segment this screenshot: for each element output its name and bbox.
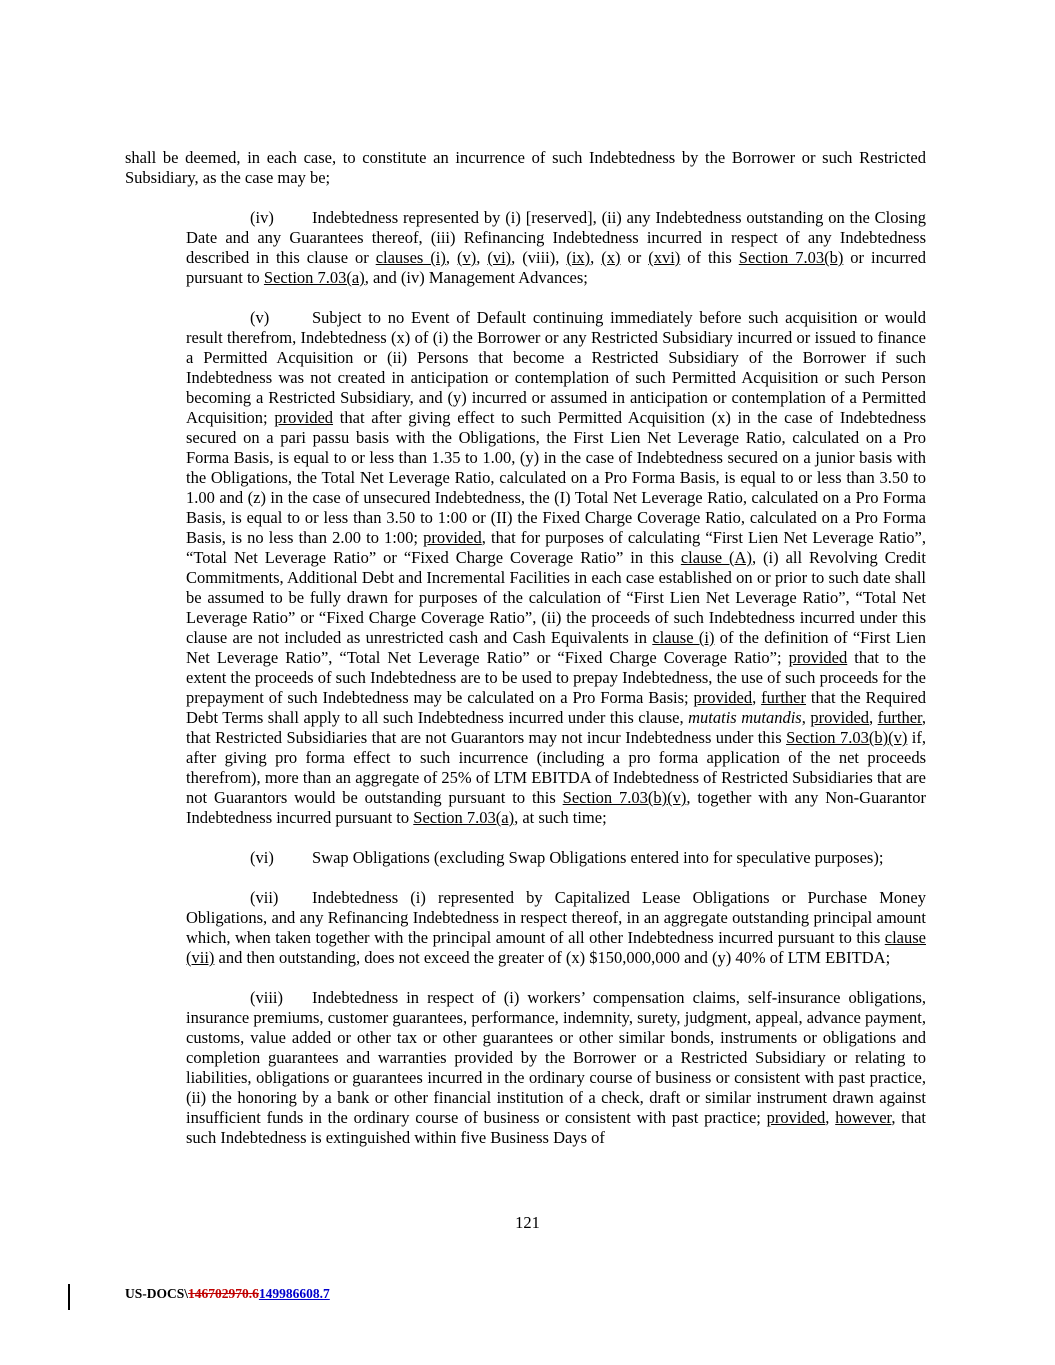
- text-run: , together with any Non-Guarantor Indebtedness incurred pursuant to: [186, 788, 926, 827]
- text-run: , and (iv) Management Advances;: [364, 268, 588, 287]
- text-run: mutatis mutandis: [688, 708, 802, 727]
- text-run: (v): [456, 248, 477, 267]
- text-run: if, after giving pro forma effect to such incurrence (including a pro forma application of the net proceeds therefrom), more than an aggregate of 25% of LTM EBITDA of Indebtedness of Restricted Subsidiaries that are not Guarantors would be outstanding pursuant to this: [186, 728, 926, 807]
- text-run: that the Required Debt Terms shall apply to all such Indebtedness incurred under this clause,: [186, 688, 927, 727]
- text-run: clause (vii): [186, 928, 926, 967]
- paragraph-label: (v): [250, 308, 270, 327]
- text-run: Section 7.03(b): [738, 248, 844, 267]
- paragraph: [186, 848, 926, 868]
- text-run: Section 7.03(a): [413, 808, 515, 827]
- paragraph-label: (viii): [250, 988, 283, 1007]
- text-run: provided: [693, 688, 753, 707]
- text-run: shall be deemed, in each case, to constitute an incurrence of such Indebtedness by the Borrower or such Restricted Subsidiary, as the case may be;: [125, 148, 926, 187]
- text-run: Section 7.03(b)(v): [786, 728, 908, 747]
- text-run: of this: [680, 248, 739, 267]
- text-run: Indebtedness (i) represented by Capitalized Lease Obligations or Purchase Money Obligations, and any Refinancing Indebtedness in respect thereof, in an aggregate outstanding principal amount which, when taken together with the principal amount of all other Indebtedness incurred pursuant to this: [186, 888, 926, 947]
- text-run: clauses (i): [375, 248, 446, 267]
- text-run: of the definition of “First Lien Net Leverage Ratio”, “Total Net Leverage Ratio” or “Fixed Charge Coverage Ratio”;: [186, 628, 926, 667]
- text-run: however: [835, 1108, 892, 1127]
- text-run: or: [620, 248, 649, 267]
- text-run: Subject to no Event of Default continuing immediately before such acquisition or would result therefrom, Indebtedness (x) of (i) the Borrower or any Restricted Subsidiary incurred or issued to finance a Permitted Acquisition or (ii) Persons that become a Restricted Subsidiary of the Borrower if such Indebtedness was not created in anticipation or contemplation of such Permitted Acquisition or such Person becoming a Restricted Subsidiary, and (y) incurred or assumed in anticipation or contemplation of a Permitted Acquisition;: [186, 308, 926, 427]
- text-run: (xvi): [648, 248, 681, 267]
- text-run: Section 7.03(b)(v): [562, 788, 687, 807]
- text-run: (x): [601, 248, 621, 267]
- doc-id-deleted-text: 146702970.6: [188, 1286, 259, 1301]
- text-run: (vi): [487, 248, 512, 267]
- page-number: 121: [515, 1213, 540, 1232]
- text-run: that after giving effect to such Permitted Acquisition (x) in the case of Indebtedness secured on a pari passu basis with the Obligations, the First Lien Net Leverage Ratio, calculated on a Pro Forma Basis, is equal to or less than 1.35 to 1.00, (y) in the case of Indebtedness secured on a junior basis with the Obligations, the Total Net Leverage Ratio, calculated on a Pro Forma Basis, is equal to or less than 3.50 to 1.00 and (z) in the case of unsecured Indebtedness, the (I) Total Net Leverage Ratio, calculated on a Pro Forma Basis, is equal to or less than 3.50 to 1:00 or (II) the Fixed Charge Coverage Ratio, calculated on a Pro Forma Basis, is no less than 2.00 to 1:00;: [186, 408, 926, 547]
- paragraph: [186, 308, 926, 828]
- text-run: Section 7.03(a): [263, 268, 365, 287]
- text-run: provided: [423, 528, 482, 547]
- text-run: ,: [801, 708, 811, 727]
- paragraph: [125, 148, 926, 188]
- paragraph: [186, 208, 926, 288]
- text-run: ,: [752, 688, 762, 707]
- text-run: ,: [869, 708, 878, 727]
- text-run: further: [761, 688, 807, 707]
- text-run: , that Restricted Subsidiaries that are not Guarantors may not incur Indebtedness under this: [186, 708, 927, 747]
- text-run: provided: [788, 648, 848, 667]
- text-run: , at such time;: [514, 808, 607, 827]
- text-run: provided: [810, 708, 870, 727]
- text-run: ,: [445, 248, 457, 267]
- text-run: and then outstanding, does not exceed the greater of (x) $150,000,000 and (y) 40% of LTM EBITDA;: [214, 948, 891, 967]
- paragraph-label: (vi): [250, 848, 274, 867]
- text-run: , (viii),: [511, 248, 567, 267]
- paragraph-label: (iv): [250, 208, 274, 227]
- paragraph-label: (vii): [250, 888, 279, 907]
- text-run: , (i) all Revolving Credit Commitments, Additional Debt and Incremental Facilities in each case established on or prior to such date shall be assumed to be fully drawn for purposes of the calculation of “First Lien Net Leverage Ratio”, “Total Net Leverage Ratio” or “Fixed Charge Coverage Ratio”, (ii) the proceeds of such Indebtedness incurred under this clause are not included as unrestricted cash and Cash Equivalents in: [186, 548, 926, 647]
- text-run: , that such Indebtedness is extinguished within five Business Days of: [186, 1108, 927, 1147]
- text-run: Indebtedness in respect of (i) workers’ compensation claims, self-insurance obligations, insurance premiums, customer guarantees, performance, indemnity, surety, judgment, appeal, advance payment, customs, value added or other tax or other guarantees or other similar bonds, instruments or obligations and completion guarantees and warranties provided by the Borrower or a Restricted Subsidiary or relating to liabilities, obligations or guarantees incurred in the ordinary course of business or consistent with past practice, (ii) the honoring by a bank or other financial institution of a check, draft or similar instrument drawn against insufficient funds in the ordinary course of business or consistent with past practice;: [186, 988, 926, 1127]
- paragraph: [186, 988, 926, 1148]
- text-run: (ix): [566, 248, 591, 267]
- text-run: further: [877, 708, 922, 727]
- doc-id-prefix: US-DOCS\: [125, 1286, 189, 1301]
- text-run: ,: [476, 248, 488, 267]
- doc-id-inserted-text: 149986608.7: [258, 1286, 330, 1301]
- text-run: clause (A): [680, 548, 752, 567]
- paragraph: [186, 888, 926, 968]
- document-id-footer: [125, 1286, 330, 1302]
- text-run: or incurred pursuant to: [186, 248, 926, 287]
- text-run: clause (i): [652, 628, 715, 647]
- document-body: [125, 148, 926, 1168]
- text-run: ,: [825, 1108, 836, 1127]
- text-run: Swap Obligations (excluding Swap Obligations entered into for speculative purposes);: [312, 848, 884, 867]
- text-run: that to the extent the proceeds of such Indebtedness are to be used to prepay Indebtedness, the use of such proceeds for the prepayment of such Indebtedness may be calculated on a Pro Forma Basis;: [186, 648, 926, 707]
- change-bar: [68, 1284, 70, 1310]
- text-run: provided: [274, 408, 334, 427]
- text-run: provided: [766, 1108, 826, 1127]
- text-run: , that for purposes of calculating “First Lien Net Leverage Ratio”, “Total Net Leverage Ratio” or “Fixed Charge Coverage Ratio” in this: [186, 528, 926, 567]
- text-run: ,: [590, 248, 602, 267]
- text-run: Indebtedness represented by (i) [reserved], (ii) any Indebtedness outstanding on the Closing Date and any Guarantees thereof, (iii) Refinancing Indebtedness incurred in respect of any Indebtedness described in this clause or: [186, 208, 926, 267]
